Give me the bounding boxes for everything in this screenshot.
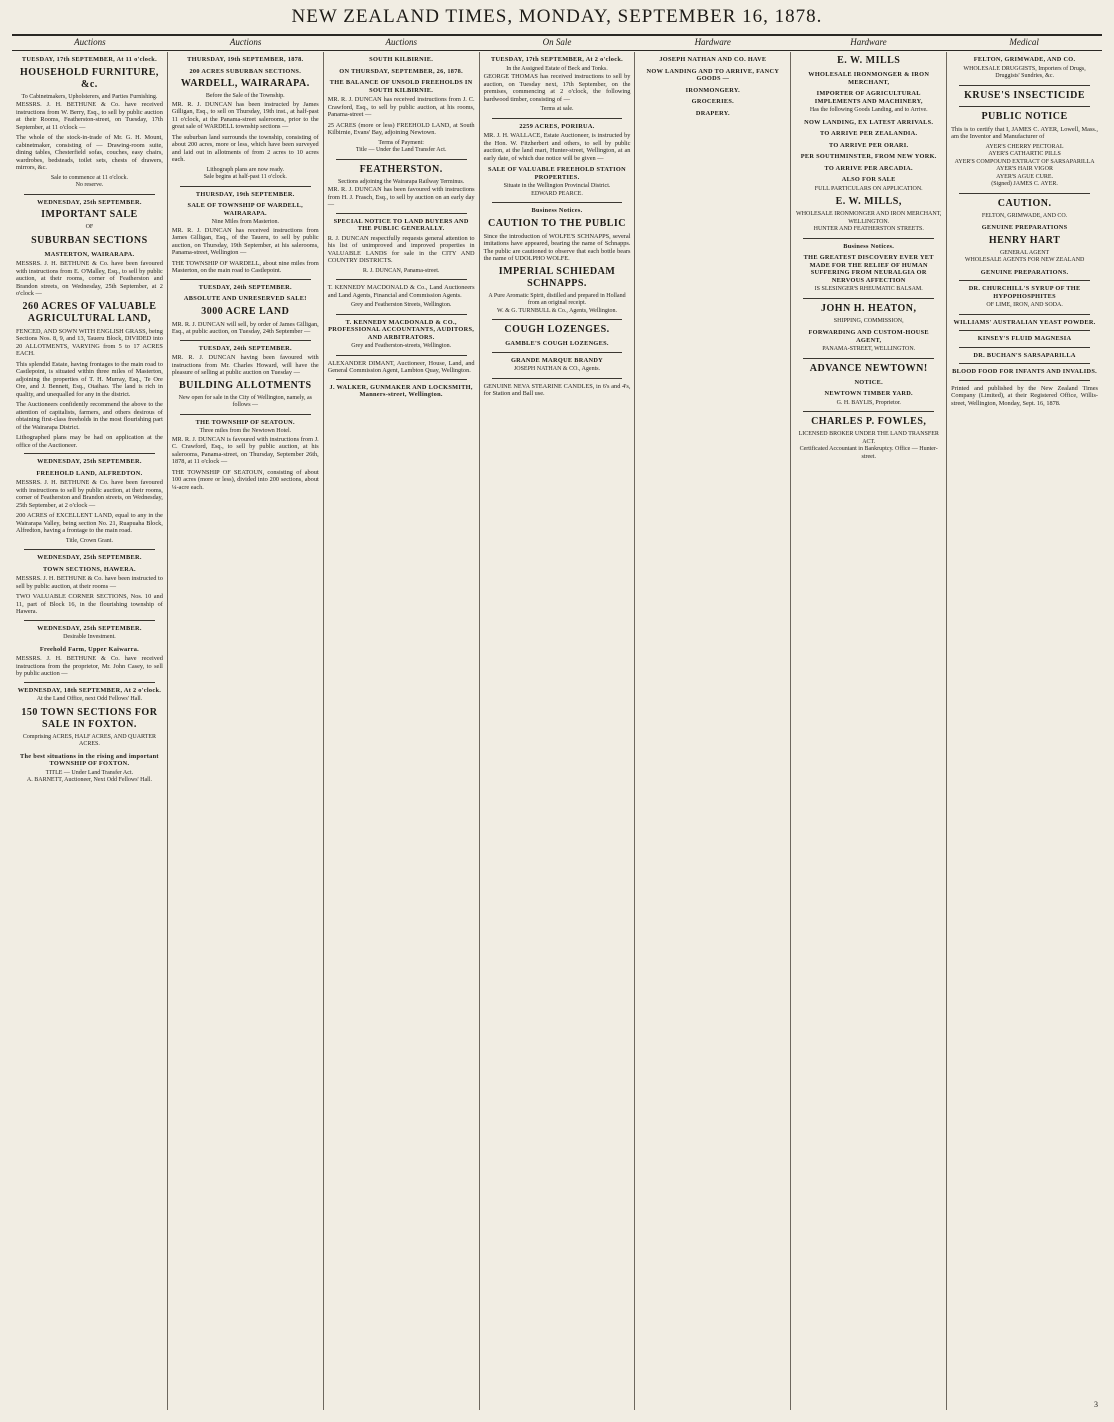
ad-heading: ABSOLUTE AND UNRESERVED SALE! xyxy=(183,295,307,302)
ad-heading: TOWN SECTIONS, HAWERA. xyxy=(42,565,136,573)
ad-subheading: New open for sale in the City of Wellington, namely, as follows — xyxy=(178,394,312,408)
ad-note: Title, Crown Grant. xyxy=(65,537,113,544)
divider xyxy=(959,85,1090,86)
ad-heading: 260 ACRES OF VALUABLE AGRICULTURAL LAND, xyxy=(22,300,157,324)
divider xyxy=(180,414,311,415)
ad-subheading: GENUINE PREPARATIONS. xyxy=(980,268,1069,276)
ad-heading: IMPERIAL SCHIEDAM SCHNAPPS. xyxy=(498,265,616,289)
ad-subheading: TO ARRIVE PER ZEALANDIA. xyxy=(820,130,918,137)
ad-subheading: To Cabinetmakers, Upholsterers, and Parties Furnishing. xyxy=(21,93,158,100)
divider xyxy=(959,314,1090,315)
divider xyxy=(336,379,467,380)
ad-subheading: WHOLESALE AGENTS FOR NEW ZEALAND xyxy=(964,257,1085,263)
ad-subheading: IMPORTER OF AGRICULTURAL IMPLEMENTS AND MACHINERY, xyxy=(814,90,923,105)
ad-signature: EDWARD PEARCE. xyxy=(531,190,583,197)
ad-body: FENCED, AND SOWN WITH ENGLISH GRASS, being Sections Nos. 8, 9, and 13, Taueru Block, DIVIDED into 20 ALLOTMENTS, VARYING from 5 to 17 ACRES EACH. xyxy=(16,327,163,357)
ad-heading: HOUSEHOLD FURNITURE, &c. xyxy=(19,66,159,90)
divider xyxy=(336,159,467,160)
divider xyxy=(959,106,1090,107)
divider xyxy=(959,193,1090,194)
divider xyxy=(492,352,623,353)
ad-heading: KRUSE'S INSECTICIDE xyxy=(964,89,1086,101)
ad-note: Title — Under the Land Transfer Act. xyxy=(355,147,447,153)
ad-date: WEDNESDAY, 25th SEPTEMBER. xyxy=(37,554,142,561)
ad-signature: W. & G. TURNBULL & Co., Agents, Wellington. xyxy=(496,307,618,314)
ad-date: THURSDAY, 19th SEPTEMBER. xyxy=(195,190,295,198)
ad-subheading: OF xyxy=(85,224,94,230)
ad-subheading: ALSO FOR SALE xyxy=(841,176,896,183)
section-header: Auctions xyxy=(74,37,106,47)
ad-heading: 3000 ACRE LAND xyxy=(201,305,290,317)
divider xyxy=(336,314,467,315)
ad-subheading: DRAPERY. xyxy=(695,109,730,117)
ad-date: TUESDAY, 24th SEPTEMBER. xyxy=(198,344,292,352)
ad-subheading: The best situations in the rising and important TOWNSHIP OF FOXTON. xyxy=(20,752,159,767)
ad-subheading: FORWARDING AND CUSTOM-HOUSE AGENT, xyxy=(808,329,929,344)
ad-heading: 200 ACRES SUBURBAN SECTIONS. xyxy=(189,67,302,75)
ad-subheading: IRONMONGERY. xyxy=(685,86,741,94)
ad-subheading: In the Assigned Estate of Beck and Tonks. xyxy=(506,65,608,72)
divider xyxy=(492,118,623,119)
column-hardware-1 xyxy=(635,52,791,1410)
ad-body: The suburban land surrounds the township, consisting of about 200 acres, more or less, which have been surveyed and laid out in allotments of from 2 acres to 10 acres each. xyxy=(171,133,319,163)
divider xyxy=(803,298,934,299)
ad-body: 200 ACRES of EXCELLENT LAND, equal to any in the Wairarapa Valley, being section No. 21, Ruapuaha Block, Alfredton, having a frontage to the main road. xyxy=(16,512,163,534)
ad-date: WEDNESDAY, 25th SEPTEMBER. xyxy=(37,624,142,632)
ad-heading: BUILDING ALLOTMENTS xyxy=(178,379,312,391)
ad-signature: R. J. DUNCAN, Panama-street. xyxy=(362,267,440,274)
divider xyxy=(492,378,623,379)
divider xyxy=(959,280,1090,281)
ad-subheading: SHIPPING, COMMISSION, xyxy=(833,317,904,324)
divider xyxy=(959,380,1090,381)
product-name: AYER'S CATHARTIC PILLS xyxy=(988,151,1061,157)
ad-subheading: NOW LANDING, EX LATEST ARRIVALS. xyxy=(804,118,934,126)
column-on-sale xyxy=(480,52,636,1410)
section-header: Auctions xyxy=(385,37,418,47)
column-hardware-2 xyxy=(791,52,947,1410)
ad-signature: (Signed) JAMES C. AYER. xyxy=(991,181,1058,187)
divider xyxy=(24,682,155,683)
ad-heading: BLOOD FOOD FOR INFANTS AND INVALIDS. xyxy=(952,368,1098,375)
ad-note: Grey and Featherston Streets, Wellington. xyxy=(350,302,452,308)
ad-subheading: Before the Sale of the Township. xyxy=(205,93,285,99)
ad-subheading: TO ARRIVE PER ARCADIA. xyxy=(824,164,913,172)
ad-date: TUESDAY, 24th SEPTEMBER. xyxy=(198,283,292,291)
ad-subheading: Three miles from the Newtown Hotel. xyxy=(199,428,292,434)
ad-body: 25 ACRES (more or less) FREEHOLD LAND, at South Kilbirnie, Evans' Bay, adjoining Newtown. xyxy=(327,121,475,136)
ad-subheading: LICENSED BROKER UNDER THE LAND TRANSFER ACT. xyxy=(798,431,939,445)
ad-subheading: FELTON, GRIMWADE, AND CO. xyxy=(981,212,1068,219)
masthead: NEW ZEALAND TIMES, MONDAY, SEPTEMBER 16, 1878. xyxy=(291,6,823,27)
ad-heading: THE GREATEST DISCOVERY EVER YET MADE FOR THE RELIEF OF HUMAN SUFFERING FROM NEURALGIA OR NERVOUS AFFECTION xyxy=(803,254,934,284)
divider xyxy=(336,213,467,214)
ad-heading: THE TOWNSHIP OF SEATOUN. xyxy=(195,418,295,426)
product-name: AYER'S HAIR VIGOR xyxy=(996,166,1053,172)
ad-body: MESSRS. J. H. BETHUNE & Co. have been instructed to sell by public auction, at their rooms — xyxy=(16,575,163,590)
divider xyxy=(803,238,934,239)
ad-subheading: WHOLESALE IRONMONGER AND IRON MERCHANT, WELLINGTON. xyxy=(796,211,942,225)
ad-note: Sale begins at half-past 11 o'clock. xyxy=(203,174,287,180)
ad-body: MR. J. H. WALLACE, Estate Auctioneer, is instructed by the Hon. W. Fitzherbert and others, to sell by public auction, at the land mart, Hunter-street, Wellington, at an early date, of which due notice will be given — xyxy=(483,132,631,162)
ad-body: MESSRS. J. H. BETHUNE & Co. have been favoured with instructions from E. O'Malley, Esq., to sell by public auction, at their rooms, corner of Featherston and Brandon streets, on Wednesday, 25th September, at 2 o'clock — xyxy=(16,260,163,297)
ad-heading: E. W. MILLS, xyxy=(835,196,902,207)
ad-note: Sale to commence at 11 o'clock. xyxy=(50,174,129,181)
ad-note: Certificated Accountant in Bankruptcy. Office — Hunter-street. xyxy=(799,446,938,460)
ad-body: MR. R. J. DUNCAN will sell, by order of James Gilligan, Esq., at public auction, on Tuesday, 24th September — xyxy=(171,320,319,335)
ad-body: ALEXANDER DIMANT, Auctioneer, House, Land, and General Commission Agent, Lambton Quay, Wellington. xyxy=(327,359,475,374)
ad-heading: HENRY HART xyxy=(988,234,1061,246)
divider xyxy=(24,620,155,621)
ad-body: Lithographed plans may be had on application at the office of the Auctioneer. xyxy=(16,434,163,449)
ad-heading: 2259 ACRES, PORIRUA. xyxy=(519,122,595,130)
ad-subheading: At the Land Office, next Odd Fellows' Hall. xyxy=(36,696,143,702)
section-header: On Sale xyxy=(542,37,572,47)
column-auctions-1 xyxy=(12,52,168,1410)
ad-body: THE TOWNSHIP OF SEATOUN, consisting of about 100 acres (more or less), divided into 200 sections, about ¼-acre each. xyxy=(171,468,319,491)
ad-subheading: MASTERTON, WAIRARAPA. xyxy=(44,250,135,258)
ad-date: THURSDAY, 19th SEPTEMBER, 1878. xyxy=(187,56,304,63)
ad-body: T. KENNEDY MACDONALD & Co., Land Auctioneers and Land Agents, Financial and Commission Agents. xyxy=(327,284,475,299)
ad-subheading: Sections adjoining the Wairarapa Railway Terminus. xyxy=(338,178,465,185)
divider xyxy=(336,279,467,280)
ad-note: FULL PARTICULARS ON APPLICATION. xyxy=(814,185,923,192)
ad-heading: THE BALANCE OF UNSOLD FREEHOLDS IN SOUTH KILBIRNIE. xyxy=(329,79,473,94)
ad-body: MESSRS. J. H. BETHUNE & Co. have been favoured with instructions to sell by public auction, at their rooms, corner of Featherston and Brandon streets, on Wednesday, 25th September, at 2 o'clock — xyxy=(16,479,163,509)
ad-heading: SUBURBAN SECTIONS xyxy=(31,234,148,246)
ad-date: WEDNESDAY, 25th SEPTEMBER. xyxy=(37,458,142,465)
section-subheader: Business Notices. xyxy=(843,242,895,250)
ad-subheading: PANAMA-STREET, WELLINGTON. xyxy=(822,346,916,352)
section-header: Hardware xyxy=(850,37,887,47)
divider xyxy=(24,453,155,454)
ad-subheading: TO ARRIVE PER ORARI. xyxy=(829,141,909,149)
ad-subheading: WHOLESALE IRONMONGER & IRON MERCHANT, xyxy=(808,71,930,86)
ad-heading: E. W. MILLS xyxy=(837,55,901,66)
ad-heading: CAUTION. xyxy=(997,197,1052,209)
ad-subheading: GENUINE PREPARATIONS xyxy=(981,224,1068,231)
ad-body: MR. R. J. DUNCAN has received instructions from James Gilligan, Esq., of the Taueru, to sell by public auction, on Thursday, 19th September, at his salerooms, Panama-street, Wellington — xyxy=(171,226,319,256)
ad-note: TITLE — Under Land Transfer Act. xyxy=(45,769,134,776)
ad-heading: JOHN H. HEATON, xyxy=(820,302,917,314)
ad-heading: FREEHOLD LAND, ALFREDTON. xyxy=(36,469,143,477)
ad-heading: GRANDE MARQUE BRANDY xyxy=(510,356,604,364)
ad-body: The whole of the stock-in-trade of Mr. G. H. Mount, cabinetmaker, consisting of — Drawing-room suite, dining tables, Chesterfield sofas, couches, easy chairs, wardrobes, bedsteads, toilet sets, chests of drawers, mirrors, &c. xyxy=(16,134,163,171)
divider xyxy=(24,194,155,195)
ad-subheading: PER SOUTHMINSTER, FROM NEW YORK. xyxy=(800,153,937,160)
ad-heading: FELTON, GRIMWADE, AND CO. xyxy=(973,56,1076,63)
ad-body: MR. R. J. DUNCAN has received instructions from J. C. Crawford, Esq., to sell by public auction, at his rooms, Panama-street — xyxy=(327,96,475,118)
ad-subheading: NEWTOWN TIMBER YARD. xyxy=(824,390,913,397)
divider xyxy=(180,279,311,280)
ad-body: TWO VALUABLE CORNER SECTIONS, Nos. 10 and 11, part of Block 16, in the flourishing township of Hawera. xyxy=(16,593,163,615)
ad-note: Lithograph plans are now ready. xyxy=(206,166,284,173)
ad-note: No reserve. xyxy=(75,182,104,188)
ad-heading: DR. BUCHAN'S SARSAPARILLA xyxy=(973,351,1076,359)
ad-signature: G. H. BAYLIS, Proprietor. xyxy=(836,399,901,406)
ad-heading: KINSEY'S FLUID MAGNESIA xyxy=(977,335,1072,342)
ad-heading: Freehold Farm, Upper Kaiwarra. xyxy=(39,645,140,653)
divider xyxy=(803,411,934,412)
ad-heading: JOSEPH NATHAN AND CO. HAVE xyxy=(659,56,767,63)
ad-heading: SALE OF VALUABLE FREEHOLD STATION PROPERTIES. xyxy=(488,166,626,181)
product-name: AYER'S CHERRY PECTORAL xyxy=(985,143,1064,150)
divider xyxy=(959,330,1090,331)
divider xyxy=(803,358,934,359)
ad-subheading: HUNTER AND FEATHERSTON STREETS. xyxy=(813,226,924,232)
ad-subheading: NOTICE. xyxy=(854,378,883,386)
ad-heading: SPECIAL NOTICE TO LAND BUYERS AND THE PUBLIC GENERALLY. xyxy=(333,217,469,232)
section-subheader: Business Notices. xyxy=(531,207,583,214)
ad-date: TUESDAY, 17th SEPTEMBER, At 2 o'clock. xyxy=(491,56,623,63)
ad-heading: CHARLES P. FOWLES, xyxy=(811,416,927,427)
ad-heading: ADVANCE NEWTOWN! xyxy=(809,362,928,374)
ad-body: MR. R. J. DUNCAN has been instructed by James Gilligan, Esq., to sell on Thursday, 19th inst., at half-past 11 o'clock, at the Panama-street salerooms, prior to the great sale of WARDELL township sections — xyxy=(171,100,319,130)
divider xyxy=(180,186,311,187)
section-header: Medical xyxy=(1009,37,1039,47)
ad-note: Terms at sale. xyxy=(540,106,574,112)
ad-heading: DR. CHURCHILL'S SYRUP OF THE HYPOPHOSPHITES xyxy=(968,285,1081,300)
ad-heading: PUBLIC NOTICE xyxy=(981,110,1068,122)
ad-note: Terms of Payment: xyxy=(378,139,424,146)
ad-note: Has the following Goods Landing, and to Arrive. xyxy=(809,107,928,113)
ad-body: MESSRS. J. H. BETHUNE & Co. have received instructions from W. Berry, Esq., to sell by public auction at their Rooms, Featherston-street, on Tuesday, 17th September, at 11 o'clock — xyxy=(16,101,163,131)
divider xyxy=(492,202,623,203)
column-medical xyxy=(947,52,1102,1410)
divider xyxy=(492,319,623,320)
product-name: AYER'S COMPOUND EXTRACT OF SARSAPARILLA xyxy=(954,158,1095,165)
ad-heading: WILLIAMS' AUSTRALIAN YEAST POWDER. xyxy=(953,318,1096,326)
ad-body: MESSRS. J. H. BETHUNE & Co. have received instructions from the proprietor, Mr. John Casey, to sell by public auction — xyxy=(16,655,163,677)
ad-body: The Auctioneers confidently recommend the above to the attention of capitalists, farmers, and others desirous of obtaining first-class freeholds in the most flourishing part of the Wairarapa District. xyxy=(16,401,163,431)
section-header: Auctions xyxy=(229,37,262,47)
ad-signature: JOSEPH NATHAN & CO., Agents. xyxy=(513,366,601,372)
divider xyxy=(336,355,467,356)
ad-body: This is to certify that I, JAMES C. AYER, Lowell, Mass., am the Inventor and Manufacturer of xyxy=(951,125,1099,140)
ad-heading: CAUTION TO THE PUBLIC xyxy=(487,217,627,229)
ad-heading: IMPORTANT SALE xyxy=(41,209,138,220)
ad-heading: SALE OF TOWNSHIP OF WARDELL, WAIRARAPA. xyxy=(187,202,304,217)
page-number: 3 xyxy=(1094,1399,1099,1409)
column-auctions-3 xyxy=(324,52,480,1410)
ad-body: MR. R. J. DUNCAN has been favoured with instructions from H. J. Frasch, Esq., to sell by auction on an early day — xyxy=(327,186,475,208)
ad-subheading: NOW LANDING AND TO ARRIVE, FANCY GOODS — xyxy=(646,67,780,82)
column-auctions-2 xyxy=(168,52,324,1410)
ad-subheading: Situate in the Wellington Provincial District. xyxy=(503,183,611,189)
ad-subheading: GROCERIES. xyxy=(691,98,735,105)
ad-date: ON THURSDAY, SEPTEMBER, 26, 1878. xyxy=(339,67,464,75)
section-headers xyxy=(12,34,1102,51)
ad-body: R. J. DUNCAN respectfully requests general attention to his list of unimproved and improved properties in VALUABLE LANDS for sale in the CITY AND COUNTRY DISTRICTS. xyxy=(327,234,475,264)
ad-subheading: OF LIME, IRON, AND SODA. xyxy=(986,302,1063,308)
imprint: Printed and published by the New Zealand Times Company (Limited), at their Registered Office, Willis-street, Wellington, Monday, Sept. 16, 1878. xyxy=(951,384,1099,407)
ad-subheading: WHOLESALE DRUGGISTS, Importers of Drugs, Druggists' Sundries, &c. xyxy=(963,65,1086,79)
ad-body: MR. R. J. DUNCAN is favoured with instructions from J. C. Crawford, Esq., to sell by public auction, at his salerooms, Panama-street, on Thursday, September 26th, 1878, at 11 o'clock — xyxy=(171,435,319,465)
ad-subheading: A Pure Aromatic Spirit, distilled and prepared in Holland from an original receipt. xyxy=(488,292,626,306)
ad-date: WEDNESDAY, 25th SEPTEMBER. xyxy=(37,198,142,206)
ad-body: MR. R. J. DUNCAN having been favoured with instructions from Mr. Charles Howard, will have the pleasure of selling at public auction on Tuesday — xyxy=(171,354,319,376)
ad-note: Grey and Featherston-streets, Wellington. xyxy=(351,343,452,349)
ad-subheading: Nine Miles from Masterton. xyxy=(211,219,279,225)
ad-heading: SOUTH KILBIRNIE. xyxy=(369,56,434,63)
ad-heading: COUGH LOZENGES. xyxy=(504,324,610,335)
ad-subheading: Comprising ACRES, HALF ACRES, AND QUARTER ACRES. xyxy=(22,733,157,747)
ad-date: WEDNESDAY, 18th SEPTEMBER, At 2 o'clock. xyxy=(17,686,162,694)
divider xyxy=(24,549,155,550)
ad-signature: A. BARNETT, Auctioneer, Next Odd Fellows' Hall. xyxy=(26,777,152,783)
columns xyxy=(12,52,1102,1410)
divider xyxy=(180,340,311,341)
ad-subheading: IS SLESINGER'S RHEUMATIC BALSAM. xyxy=(814,286,923,292)
ad-heading: FEATHERSTON. xyxy=(359,163,443,175)
divider xyxy=(959,363,1090,364)
ad-subheading: GENERAL AGENT xyxy=(999,249,1050,256)
product-name: AYER'S AGUE CURE. xyxy=(996,173,1054,180)
ad-body: GENUINE NEVA STEARINE CANDLES, in 6's and 4's, for Station and Ball use. xyxy=(483,382,631,397)
ad-heading: WARDELL, WAIRARAPA. xyxy=(180,78,310,89)
ad-body: This splendid Estate, having frontages to the main road to Castlepoint, is situated within three miles of Masterton, adjoining the properties of T. H. Murray, Esq., Te Ore Ore, and J. Bennett, Esq., Otaihao. The land is rich in quality, and unequalled for any in the district. xyxy=(16,360,163,398)
ad-body: GEORGE THOMAS has received instructions to sell by auction, on Tuesday next, 17th September, on the premises, commencing at 2 o'clock, the following hardwood timber, consisting of — xyxy=(483,73,631,103)
divider xyxy=(959,347,1090,348)
ad-body: THE TOWNSHIP OF WARDELL, about nine miles from Masterton, on the main road to Castlepoint. xyxy=(171,259,319,274)
ad-heading: 150 TOWN SECTIONS FOR SALE IN FOXTON. xyxy=(21,706,158,730)
section-header: Hardware xyxy=(694,37,731,47)
ad-heading: T. KENNEDY MACDONALD & CO., PROFESSIONAL ACCOUNTANTS, AUDITORS, AND ARBITRATORS. xyxy=(328,318,475,341)
ad-date: TUESDAY, 17th SEPTEMBER, At 11 o'clock. xyxy=(21,56,157,63)
ad-heading: J. WALKER, GUNMAKER AND LOCKSMITH, Manners-street, Wellington. xyxy=(329,383,473,398)
ad-body: Since the introduction of WOLFE'S SCHNAPPS, several imitations have appeared, bearing the name of Schnapps. The public are cautioned to observe that each bottle bears the name of UDOLPHO WOLFE. xyxy=(483,232,631,262)
ad-subheading: GAMBLE'S COUGH LOZENGES. xyxy=(505,340,609,347)
ad-subheading: Desirable Investment. xyxy=(63,634,116,640)
